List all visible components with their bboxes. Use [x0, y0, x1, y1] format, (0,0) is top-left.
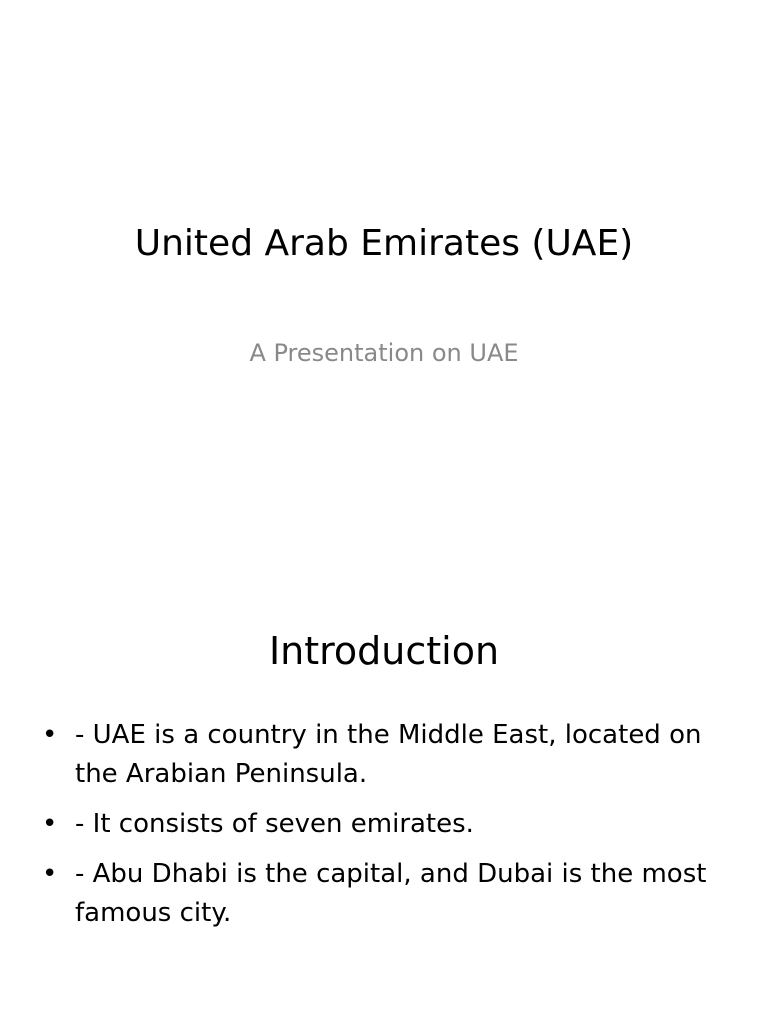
bullet-item: [38, 716, 738, 794]
bullet-text: - UAE is a country in the Middle East, located on the Arabian Peninsula.: [75, 720, 702, 789]
bullet-list: [38, 716, 738, 944]
bullet-icon: •: [42, 859, 58, 889]
slide-title: United Arab Emirates (UAE): [134, 223, 634, 264]
bullet-item: [38, 855, 738, 933]
introduction-slide: [0, 576, 768, 1024]
bullet-text: - It consists of seven emirates.: [75, 809, 474, 839]
bullet-text: - Abu Dhabi is the capital, and Dubai is the most famous city.: [75, 859, 707, 928]
slide-subtitle: A Presentation on UAE: [249, 339, 519, 367]
bullet-icon: •: [42, 809, 58, 839]
bullet-item: [38, 805, 738, 844]
slide-title: Introduction: [268, 629, 500, 673]
bullet-icon: •: [42, 720, 58, 750]
